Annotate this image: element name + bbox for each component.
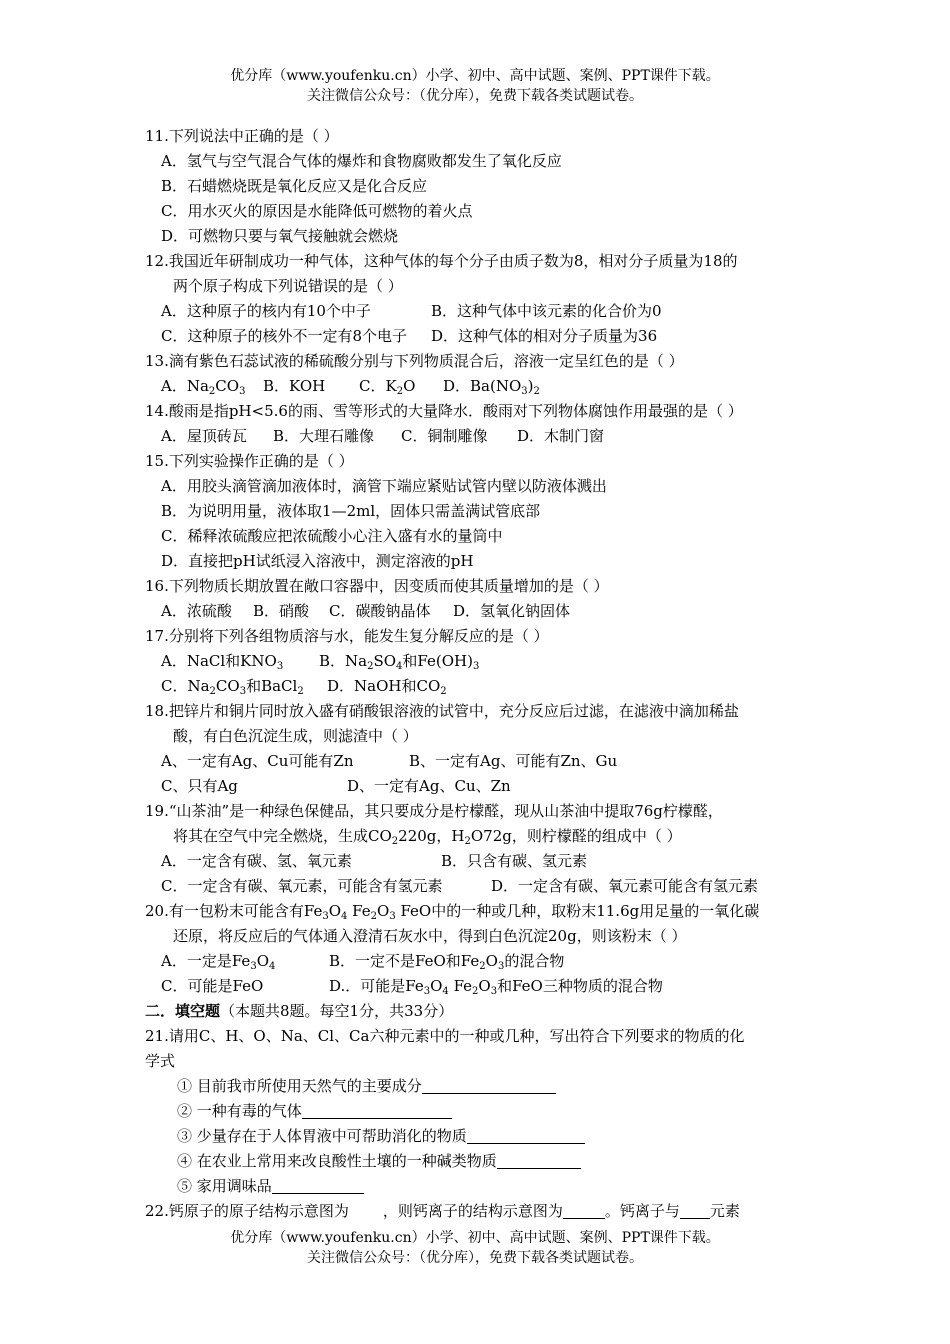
q13-stem: 13.滴有紫色石蕊试液的稀硫酸分别与下列物质混合后，溶液一定呈红色的是（ ） <box>145 352 684 370</box>
q12-option-a: A．这种原子的核内有10个中子 <box>161 302 371 320</box>
q17-option-d: D．NaOH和$CO_2$ <box>327 677 447 697</box>
q11-stem: 11.下列说法中正确的是（ ） <box>145 127 339 145</box>
q13-options <box>145 374 815 399</box>
q18-option-a: A、一定有Ag、Cu可能有Zn <box>161 752 354 770</box>
q21-item-2: ② 一种有毒的气体 <box>145 1099 815 1124</box>
q17-option-c: C．$Na_2CO_3$和BaCl$_2$ <box>161 677 304 697</box>
q20-option-d: D.．可能是$Fe_3O_4$ $Fe_2O_3$和FeO三种物质的混合物 <box>329 977 663 997</box>
q15-option-b: B．为说明用量，液体取1—2ml，固体只需盖满试管底部 <box>161 502 541 520</box>
q12-stem-line-2: 两个原子构成下列说错误的是（ ） <box>173 277 403 295</box>
section-2-title: 二．填空题 <box>145 1002 221 1020</box>
page-footer <box>0 1228 950 1268</box>
header-line-2: 关注微信公众号：（优分库），免费下载各类试题试卷。 <box>307 88 643 104</box>
section-2-heading <box>145 999 815 1024</box>
q21-blank-5[interactable] <box>272 1177 364 1194</box>
q21-item-5: ⑤ 家用调味品 <box>145 1174 815 1199</box>
q13-option-c: C．$K_2O$ <box>359 377 416 397</box>
q16-stem: 16.下列物质长期放置在敞口容器中，因变质而使其质量增加的是（ ） <box>145 577 609 595</box>
q11-option-a: A．氢气与空气混合气体的爆炸和食物腐败都发生了氧化反应 <box>161 152 562 170</box>
q14-stem: 14.酸雨是指pH<5.6的雨、雪等形式的大量降水．酸雨对下列物体腐蚀作用最强的是（ ） <box>145 402 743 420</box>
q15-option-c: C．稀释浓硫酸应把浓硫酸小心注入盛有水的量筒中 <box>161 527 503 545</box>
q22-blank-2[interactable] <box>680 1202 710 1219</box>
q21-blank-4[interactable] <box>497 1152 581 1169</box>
q20-options-ab <box>145 949 815 974</box>
q21-item-3: ③ 少量存在于人体胃液中可帮助消化的物质 <box>145 1124 815 1149</box>
q12-options-cd <box>145 324 815 349</box>
q16-option-d: D．氢氧化钠固体 <box>453 602 571 620</box>
q20-option-b: B．一定不是FeO和$Fe_2O_3$的混合物 <box>329 952 565 972</box>
q11-option-d: D．可燃物只要与氧气接触就会燃烧 <box>161 227 399 245</box>
q19-option-c: C．一定含有碳、氧元素，可能含有氢元素 <box>161 877 443 895</box>
q21-item-4: ④ 在农业上常用来改良酸性土壤的一种碱类物质 <box>145 1149 815 1174</box>
header-line-1: 优分库（www.youfenku.cn）小学、初中、高中试题、案例、PPT课件下载。 <box>230 68 720 84</box>
q22-stem: 22.钙原子的原子结构示意图为 ，则钙离子的结构示意图为 。钙离子与 元素 <box>145 1202 740 1220</box>
q17-options-ab <box>145 649 815 674</box>
q14-option-c: C．铜制雕像 <box>401 427 488 445</box>
q18-option-c: C、只有Ag <box>161 777 238 795</box>
q12-option-d: D．这种气体的相对分子质量为36 <box>431 327 658 345</box>
q19-option-d: D．一定含有碳、氧元素可能含有氢元素 <box>491 877 759 895</box>
q16-option-a: A．浓硫酸 <box>161 602 232 620</box>
page-header <box>0 66 950 106</box>
section-2-note: （本题共8题。每空1分，共33分） <box>220 1002 454 1020</box>
q18-option-d: D、一定有Ag、Cu、Zn <box>347 777 511 795</box>
q18-options-ab <box>145 749 815 774</box>
q21-item-1: ① 目前我市所使用天然气的主要成分 <box>145 1074 815 1099</box>
q17-option-b: B．$Na_2SO_4$和$Fe(OH)_3$ <box>319 652 480 672</box>
q17-options-cd <box>145 674 815 699</box>
exam-content <box>145 124 815 1224</box>
q15-option-a: A．用胶头滴管滴加液体时，滴管下端应紧贴试管内壁以防液体溅出 <box>161 477 607 495</box>
q20-option-c: C．可能是FeO <box>161 977 264 995</box>
q16-options <box>145 599 815 624</box>
q13-option-b: B．KOH <box>263 377 326 395</box>
q21-blank-3[interactable] <box>467 1127 585 1144</box>
q18-stem-line-2: 酸，有白色沉淀生成，则滤渣中（ ） <box>173 727 418 745</box>
q21-stem-line-2: 学式 <box>145 1052 176 1070</box>
q20-options-cd <box>145 974 815 999</box>
q18-stem-line-1: 18.把锌片和铜片同时放入盛有硝酸银溶液的试管中，充分反应后过滤，在滤液中滴加稀盐 <box>145 702 739 720</box>
q20-option-a: A．一定是$Fe_3O_4$ <box>161 952 276 972</box>
q19-option-b: B．只含有碳、氢元素 <box>441 852 588 870</box>
q19-options-ab <box>145 849 815 874</box>
q12-option-c: C．这种原子的核外不一定有8个电子 <box>161 327 408 345</box>
q20-stem-line-2: 还原，将反应后的气体通入澄清石灰水中，得到白色沉淀20g，则该粉末（ ） <box>173 927 687 945</box>
q13-option-a: A．$Na_2CO_3$ <box>161 377 246 397</box>
q12-stem-line-1: 12.我国近年研制成功一种气体，这种气体的每个分子由质子数为8，相对分子质量为18的 <box>145 252 738 270</box>
q17-stem: 17.分别将下列各组物质溶与水，能发生复分解反应的是（ ） <box>145 627 549 645</box>
q15-stem: 15.下列实验操作正确的是（ ） <box>145 452 354 470</box>
q21-blank-1[interactable] <box>422 1077 556 1094</box>
q14-option-d: D．木制门窗 <box>517 427 605 445</box>
q17-option-a: A．NaCl和$KNO_3$ <box>161 652 284 672</box>
q15-option-d: D．直接把pH试纸浸入溶液中，测定溶液的pH <box>161 552 474 570</box>
q13-option-d: D．$Ba(NO_3)_2$ <box>443 377 540 397</box>
footer-line-2: 关注微信公众号：（优分库），免费下载各类试题试卷。 <box>307 1250 643 1266</box>
q16-option-c: C．碳酸钠晶体 <box>329 602 431 620</box>
q18-options-cd <box>145 774 815 799</box>
q11-option-b: B．石蜡燃烧既是氧化反应又是化合反应 <box>161 177 428 195</box>
q20-stem-line-1: 20.有一包粉末可能含有$Fe_3O_4$ $Fe_2O_3$ FeO中的一种或几种，取粉末11.6g用足量的一氧化碳 <box>145 902 760 922</box>
q18-option-b: B、一定有Ag、可能有Zn、Gu <box>409 752 618 770</box>
q19-option-a: A．一定含有碳、氢、氧元素 <box>161 852 352 870</box>
q22-blank-1[interactable] <box>563 1202 605 1219</box>
q19-options-cd <box>145 874 815 899</box>
q16-option-b: B．硝酸 <box>253 602 310 620</box>
footer-line-1: 优分库（www.youfenku.cn）小学、初中、高中试题、案例、PPT课件下载。 <box>230 1230 720 1246</box>
q19-stem-line-2: 将其在空气中完全燃烧，生成$CO_2220g$，$H_2O72g$，则柠檬醛的组成中（ ） <box>173 827 682 847</box>
q12-option-b: B．这种气体中该元素的化合价为0 <box>431 302 662 320</box>
q21-blank-2[interactable] <box>302 1102 452 1119</box>
q14-option-a: A．屋顶砖瓦 <box>161 427 247 445</box>
q12-options-ab <box>145 299 815 324</box>
q19-stem-line-1: 19.“山茶油”是一种绿色保健品，其只要成分是柠檬醛，现从山茶油中提取76g柠檬醛， <box>145 802 723 820</box>
q14-options <box>145 424 815 449</box>
q14-option-b: B．大理石雕像 <box>273 427 375 445</box>
q21-stem-line-1: 21.请用C、H、O、Na、Cl、Ca六种元素中的一种或几种，写出符合下列要求的物质的化 <box>145 1027 745 1045</box>
q11-option-c: C．用水灭火的原因是水能降低可燃物的着火点 <box>161 202 473 220</box>
